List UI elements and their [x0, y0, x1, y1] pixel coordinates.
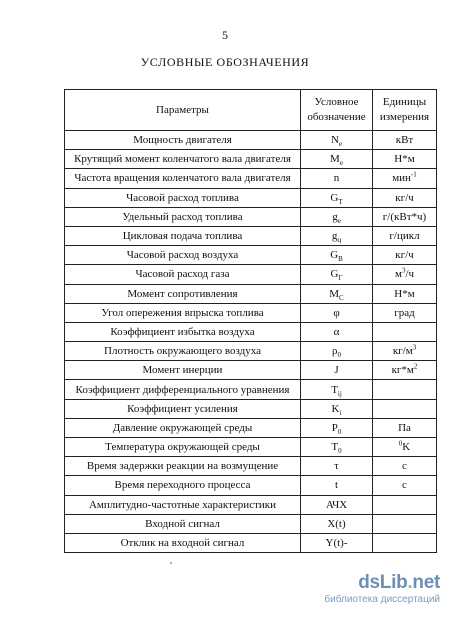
symbol-main: АЧХ	[325, 498, 348, 511]
symbol-cell	[301, 131, 373, 150]
unit-text: град	[394, 306, 415, 319]
parameter-cell: Коэффициент усиления	[65, 399, 301, 418]
symbol-cell	[301, 246, 373, 265]
unit-cell	[373, 514, 437, 533]
symbol-subscript: Г	[338, 274, 343, 283]
table-row	[65, 246, 437, 265]
unit-cell	[373, 342, 437, 361]
symbol-cell	[301, 150, 373, 169]
unit-text: м	[394, 268, 402, 281]
unit-cell	[373, 361, 437, 380]
unit-cell	[373, 188, 437, 207]
unit-text: кг/ч	[395, 191, 414, 204]
symbol-main: g	[332, 210, 338, 223]
symbol-main: M	[330, 153, 340, 166]
parameter-cell: Часовой расход воздуха	[65, 246, 301, 265]
header-symbol-line1: Условное	[314, 96, 359, 108]
table-row	[65, 303, 437, 322]
scan-speck	[170, 562, 172, 564]
symbol-cell	[301, 284, 373, 303]
symbol-subscript: ij	[337, 389, 342, 398]
unit-cell	[373, 322, 437, 341]
unit-cell	[373, 207, 437, 226]
parameter-cell: Угол опережения впрыска топлива	[65, 303, 301, 322]
unit-cell	[373, 303, 437, 322]
symbol-subscript: e	[339, 159, 343, 168]
parameter-cell: Момент сопротивления	[65, 284, 301, 303]
parameter-cell: Время задержки реакции на возмущение	[65, 457, 301, 476]
unit-text: кВт	[395, 134, 414, 147]
table-row	[65, 514, 437, 533]
table-row	[65, 322, 437, 341]
symbol-subscript: e	[337, 217, 341, 226]
unit-cell	[373, 457, 437, 476]
symbol-main: N	[330, 134, 339, 147]
unit-text: г/(кВт*ч)	[382, 210, 427, 223]
parameter-cell: Момент инерции	[65, 361, 301, 380]
parameter-cell: Давление окружающей среды	[65, 418, 301, 437]
symbol-subscript: ц	[337, 236, 342, 245]
table-row	[65, 150, 437, 169]
unit-cell	[373, 533, 437, 552]
table-row	[65, 495, 437, 514]
table-row	[65, 265, 437, 284]
unit-superscript: 3	[412, 343, 417, 352]
symbol-main: M	[329, 287, 340, 300]
symbol-main: n	[333, 172, 340, 185]
symbol-cell	[301, 476, 373, 495]
symbol-subscript: e	[338, 140, 343, 149]
table-row	[65, 226, 437, 245]
symbol-subscript: 0	[337, 351, 341, 360]
unit-cell	[373, 246, 437, 265]
parameter-cell: Крутящий момент коленчатого вала двигателя	[65, 150, 301, 169]
header-parameters: Параметры	[65, 90, 301, 131]
table-row	[65, 399, 437, 418]
unit-text: г/цикл	[389, 230, 420, 243]
symbol-cell	[301, 399, 373, 418]
unit-cell	[373, 418, 437, 437]
unit-cell	[373, 131, 437, 150]
unit-text: мин	[392, 172, 411, 185]
symbol-cell	[301, 438, 373, 457]
unit-cell	[373, 380, 437, 399]
table-row	[65, 342, 437, 361]
parameter-cell: Часовой расход газа	[65, 265, 301, 284]
symbol-cell	[301, 361, 373, 380]
symbol-cell	[301, 265, 373, 284]
symbol-subscript: i	[339, 408, 342, 417]
parameter-cell: Удельный расход топлива	[65, 207, 301, 226]
table-row	[65, 380, 437, 399]
watermark-logo	[300, 572, 440, 594]
table-row	[65, 457, 437, 476]
table-row	[65, 533, 437, 552]
table-row	[65, 131, 437, 150]
parameter-cell: Частота вращения коленчатого вала двигателя	[65, 169, 301, 188]
symbol-cell	[301, 514, 373, 533]
symbol-cell	[301, 226, 373, 245]
table-row	[65, 284, 437, 303]
watermark-logo-dot: .	[407, 572, 413, 593]
symbol-cell	[301, 169, 373, 188]
unit-cell	[373, 226, 437, 245]
unit-text: Н*м	[394, 153, 415, 166]
parameter-cell: Отклик на входной сигнал	[65, 533, 301, 552]
unit-text: кг/м	[392, 345, 413, 358]
unit-tail: /ч	[405, 268, 415, 281]
unit-text: с	[402, 479, 407, 492]
table-body	[65, 131, 437, 553]
unit-text: кг/ч	[395, 249, 414, 262]
unit-cell	[373, 399, 437, 418]
symbol-main: P	[331, 421, 338, 434]
symbol-subscript: 0	[338, 447, 342, 456]
symbol-subscript: B	[338, 255, 343, 264]
symbol-cell	[301, 188, 373, 207]
symbol-cell	[301, 380, 373, 399]
parameter-cell: Время переходного процесса	[65, 476, 301, 495]
symbol-cell	[301, 207, 373, 226]
symbol-main: K	[331, 402, 340, 415]
parameter-cell: Плотность окружающего воздуха	[65, 342, 301, 361]
table-row	[65, 361, 437, 380]
symbol-main: g	[331, 230, 338, 243]
unit-text: кг*м	[391, 364, 414, 377]
unit-cell	[373, 169, 437, 188]
symbol-subscript: 0	[337, 428, 342, 437]
unit-presuperscript: 0	[398, 439, 403, 448]
table-header-row	[65, 90, 437, 131]
parameter-cell: Амплитудно-частотные характеристики	[65, 495, 301, 514]
symbol-cell	[301, 342, 373, 361]
table-row	[65, 438, 437, 457]
unit-text: Н*м	[394, 287, 415, 300]
symbol-cell	[301, 322, 373, 341]
unit-text: K	[402, 441, 411, 454]
symbol-main: X(t)	[327, 517, 346, 530]
symbol-cell	[301, 533, 373, 552]
symbol-main: α	[333, 325, 340, 338]
unit-text: Па	[398, 421, 411, 434]
header-units-line1: Единицы	[382, 96, 427, 108]
unit-superscript: -1	[410, 170, 417, 179]
symbol-main: J	[334, 364, 339, 377]
symbol-main: G	[330, 249, 339, 262]
header-symbol	[301, 90, 373, 131]
parameter-cell: Коэффициент избытка воздуха	[65, 322, 301, 341]
unit-cell	[373, 265, 437, 284]
symbol-main: T	[331, 383, 338, 396]
header-units-line2: измерения	[379, 111, 430, 123]
symbol-main: G	[330, 268, 339, 281]
symbol-main: G	[330, 191, 339, 204]
symbol-cell	[301, 418, 373, 437]
parameter-cell: Цикловая подача топлива	[65, 226, 301, 245]
table-row	[65, 169, 437, 188]
parameter-cell: Температура окружающей среды	[65, 438, 301, 457]
parameter-cell: Мощность двигателя	[65, 131, 301, 150]
symbol-subscript: C	[339, 293, 344, 302]
page-title: УСЛОВНЫЕ ОБОЗНАЧЕНИЯ	[140, 55, 310, 69]
symbol-cell	[301, 495, 373, 514]
unit-superscript: 3	[401, 266, 406, 275]
header-units	[373, 90, 437, 131]
unit-cell	[373, 495, 437, 514]
watermark-logo-part2: net	[412, 572, 440, 593]
header-symbol-line2: обозначение	[307, 111, 366, 123]
page-number: 5	[222, 28, 228, 42]
parameter-cell: Коэффициент дифференциального уравнения	[65, 380, 301, 399]
symbol-main: T	[331, 441, 339, 454]
unit-cell	[373, 438, 437, 457]
table-row	[65, 418, 437, 437]
symbol-main: φ	[333, 306, 340, 319]
watermark	[300, 572, 440, 605]
symbol-main: ρ	[332, 345, 338, 358]
unit-superscript: 2	[413, 362, 418, 371]
table-row	[65, 476, 437, 495]
parameter-cell: Входной сигнал	[65, 514, 301, 533]
table-row	[65, 188, 437, 207]
symbol-cell	[301, 457, 373, 476]
symbol-cell	[301, 303, 373, 322]
symbol-main: τ	[334, 460, 339, 473]
unit-cell	[373, 150, 437, 169]
symbol-main: Y(t)-	[325, 537, 348, 550]
watermark-logo-part1: dsLib	[358, 572, 408, 593]
parameter-cell: Часовой расход топлива	[65, 188, 301, 207]
table-row	[65, 207, 437, 226]
notation-table	[64, 89, 437, 553]
symbol-main: t	[334, 479, 339, 492]
symbol-subscript: T	[338, 197, 343, 206]
watermark-subtitle: библиотека диссертаций	[324, 594, 440, 605]
unit-cell	[373, 476, 437, 495]
unit-text: с	[402, 460, 407, 473]
unit-cell	[373, 284, 437, 303]
